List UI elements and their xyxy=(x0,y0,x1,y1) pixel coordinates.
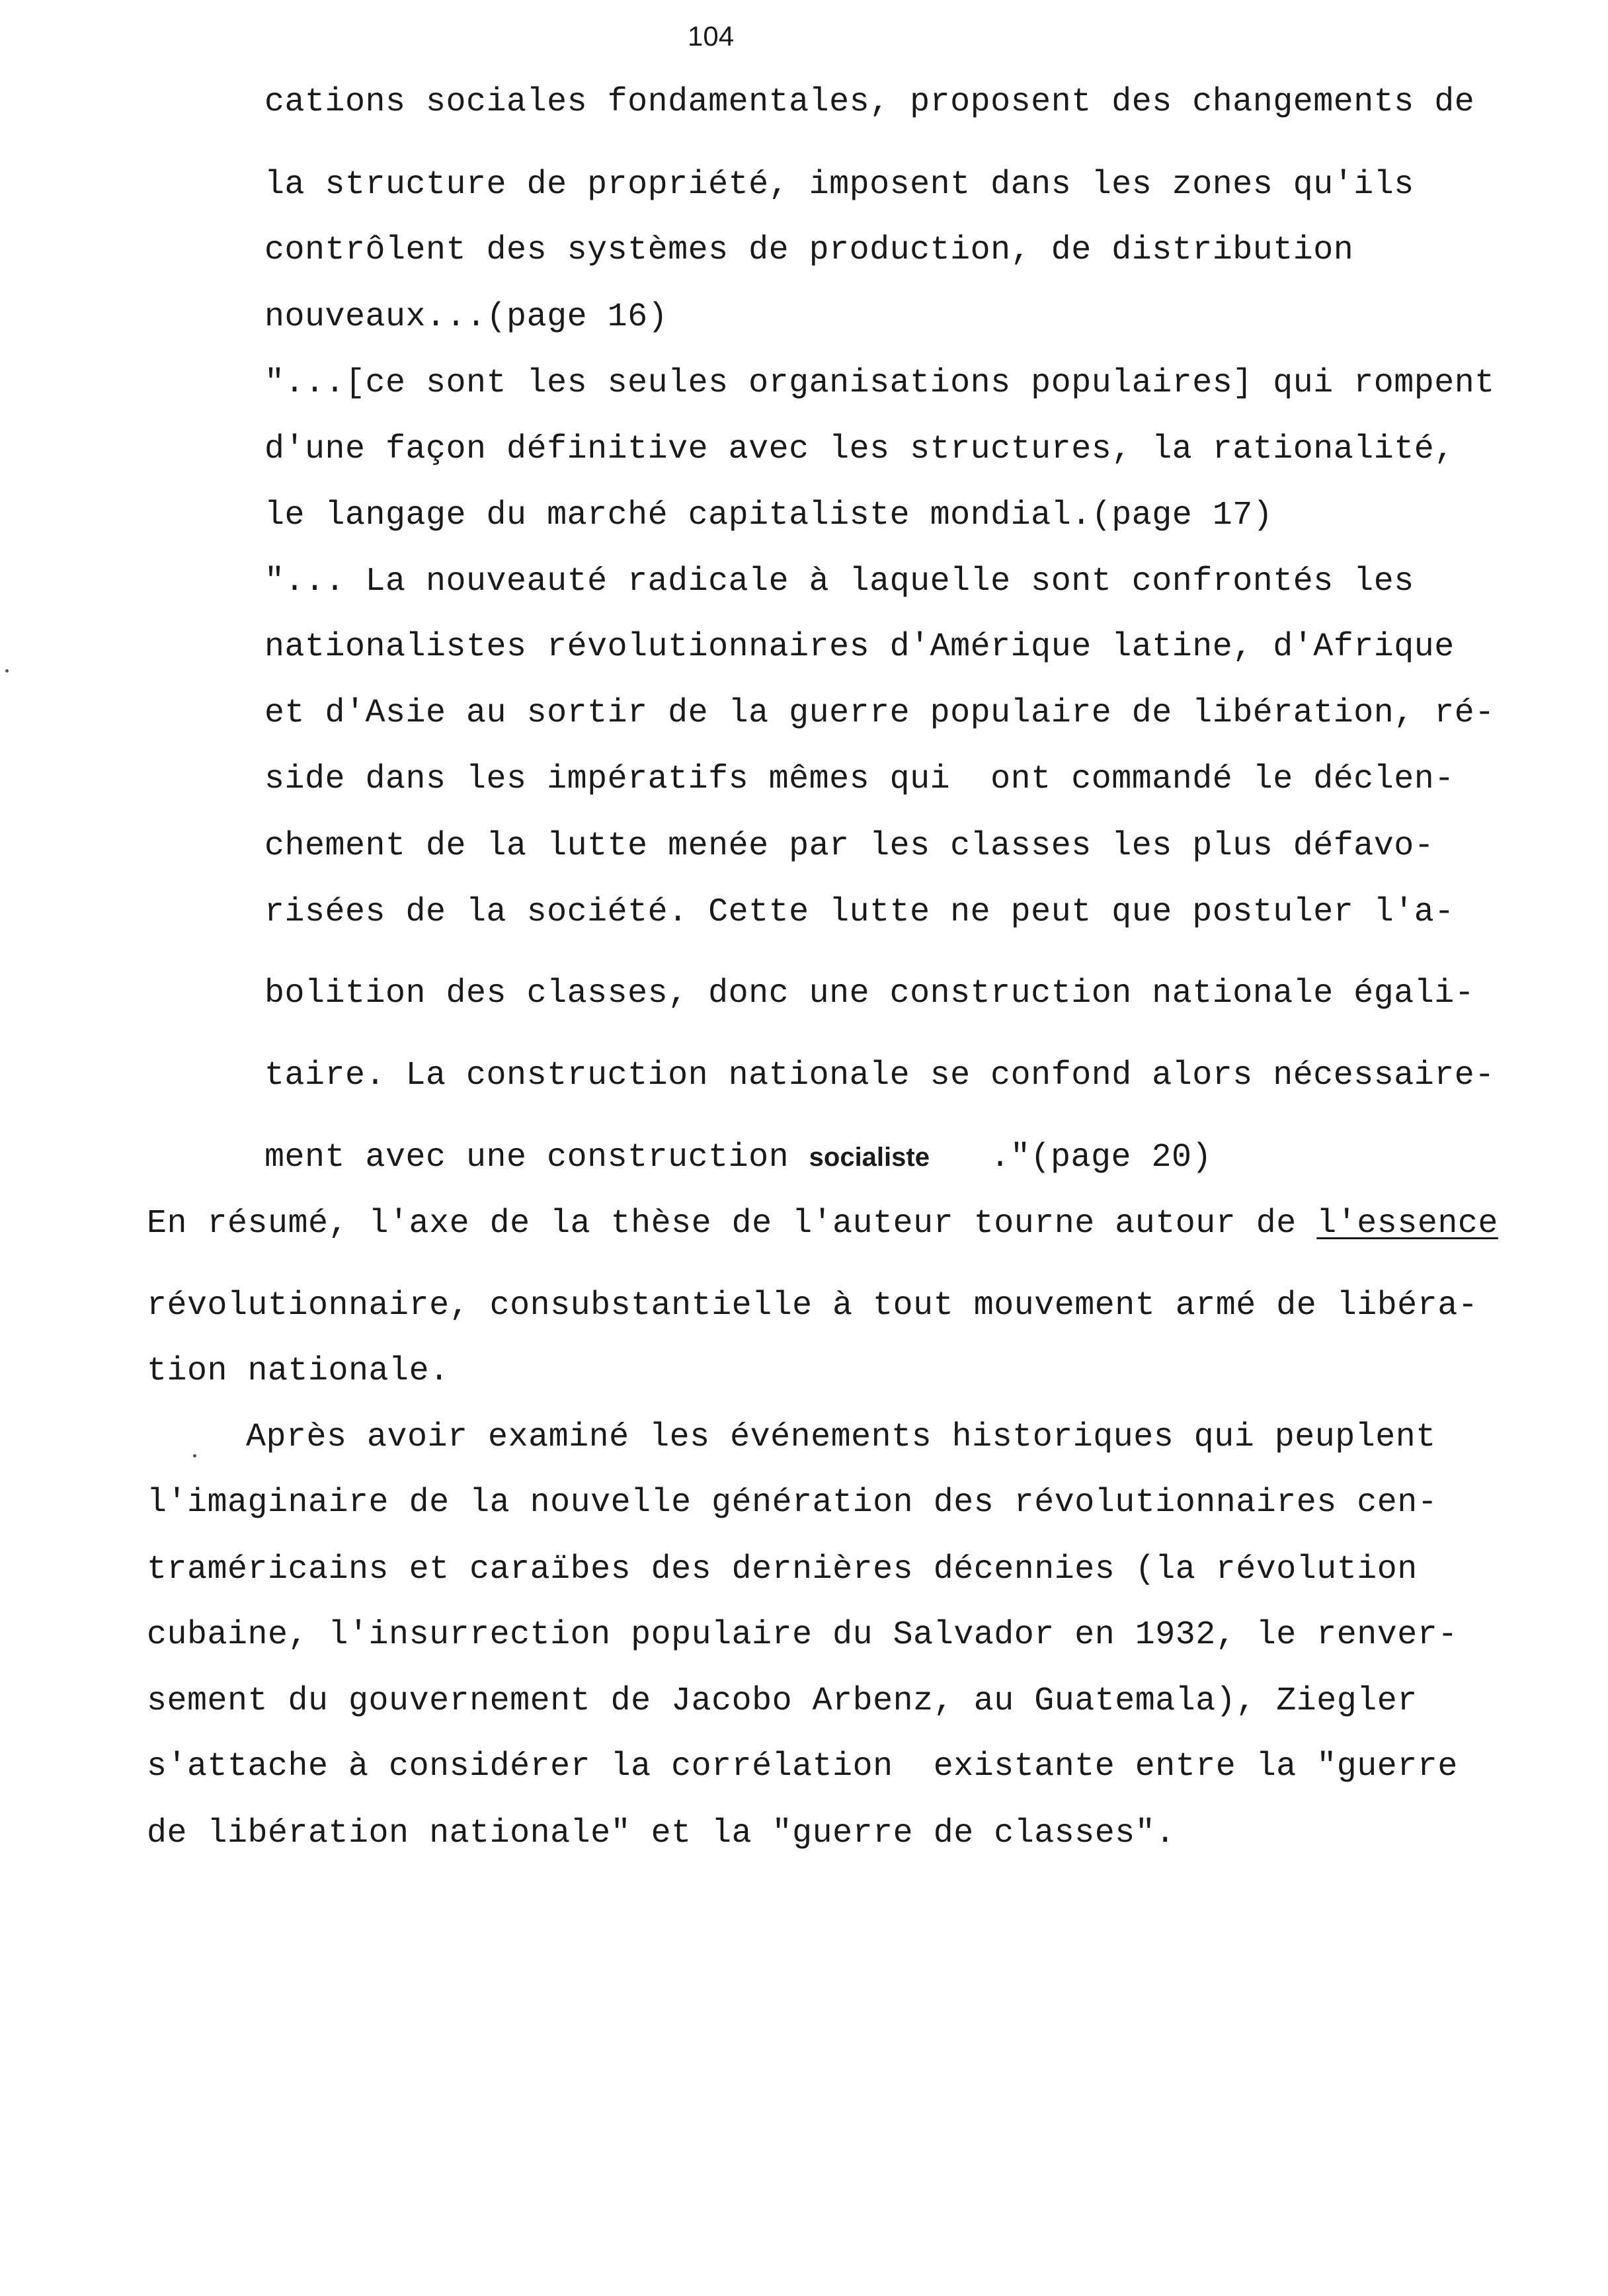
underlined-term: l'essence xyxy=(1316,1205,1498,1243)
scan-speck xyxy=(5,669,9,673)
quote-line: chement de la lutte menée par les classes les plus défavo- xyxy=(264,827,1435,865)
summary-line xyxy=(147,1205,1498,1243)
quote-line: bolition des classes, donc une construction nationale égali- xyxy=(264,975,1475,1012)
quote-line: risées de la société. Cette lutte ne peut que postuler l'a- xyxy=(264,893,1455,931)
page-number: 104 xyxy=(688,20,735,52)
quote-last-line-end: ."(page 20) xyxy=(929,1139,1213,1176)
quote-line: le langage du marché capitaliste mondial.(page 17) xyxy=(264,497,1273,534)
quote-line: "... La nouveauté radicale à laquelle sont confrontés les xyxy=(264,563,1414,600)
quote-last-line-start: ment avec une construction xyxy=(264,1139,809,1176)
quote-line: nouveaux...(page 16) xyxy=(264,298,668,336)
paragraph-line: cubaine, l'insurrection populaire du Salvador en 1932, le renver- xyxy=(147,1616,1458,1654)
quote-line: cations sociales fondamentales, proposent des changements de xyxy=(264,83,1475,121)
quote-last-line xyxy=(264,1141,1212,1174)
paragraph-line: sement du gouvernement de Jacobo Arbenz, au Guatemala), Ziegler xyxy=(147,1682,1418,1720)
paragraph-line: Après avoir examiné les événements historiques qui peuplent xyxy=(246,1418,1436,1456)
summary-line: tion nationale. xyxy=(147,1352,450,1390)
quote-line: la structure de propriété, imposent dans les zones qu'ils xyxy=(264,166,1414,204)
quote-line: nationalistes révolutionnaires d'Amérique latine, d'Afrique xyxy=(264,628,1455,666)
paragraph-line: traméricains et caraïbes des dernières décennies (la révolution xyxy=(147,1551,1418,1588)
summary-line-start: En résumé, l'axe de la thèse de l'auteur tourne autour de xyxy=(147,1205,1317,1243)
quote-line: et d'Asie au sortir de la guerre populaire de libération, ré- xyxy=(264,694,1495,732)
quote-line: side dans les impératifs mêmes qui ont commandé le déclen- xyxy=(264,760,1455,798)
quote-line: taire. La construction nationale se confond alors nécessaire- xyxy=(264,1057,1495,1094)
quote-line: d'une façon définitive avec les structures, la rationalité, xyxy=(264,430,1455,468)
paragraph-line: s'attache à considérer la corrélation existante entre la "guerre xyxy=(147,1748,1458,1785)
inserted-word: socialiste xyxy=(809,1143,930,1172)
summary-line: révolutionnaire, consubstantielle à tout mouvement armé de libéra- xyxy=(147,1287,1478,1325)
quote-line: contrôlent des systèmes de production, de distribution xyxy=(264,231,1354,269)
paragraph-line: de libération nationale" et la "guerre de classes". xyxy=(147,1815,1176,1852)
paragraph-line: l'imaginaire de la nouvelle génération des révolutionnaires cen- xyxy=(147,1484,1438,1522)
quote-line: "...[ce sont les seules organisations populaires] qui rompent xyxy=(264,364,1495,402)
scan-speck xyxy=(193,1454,196,1457)
